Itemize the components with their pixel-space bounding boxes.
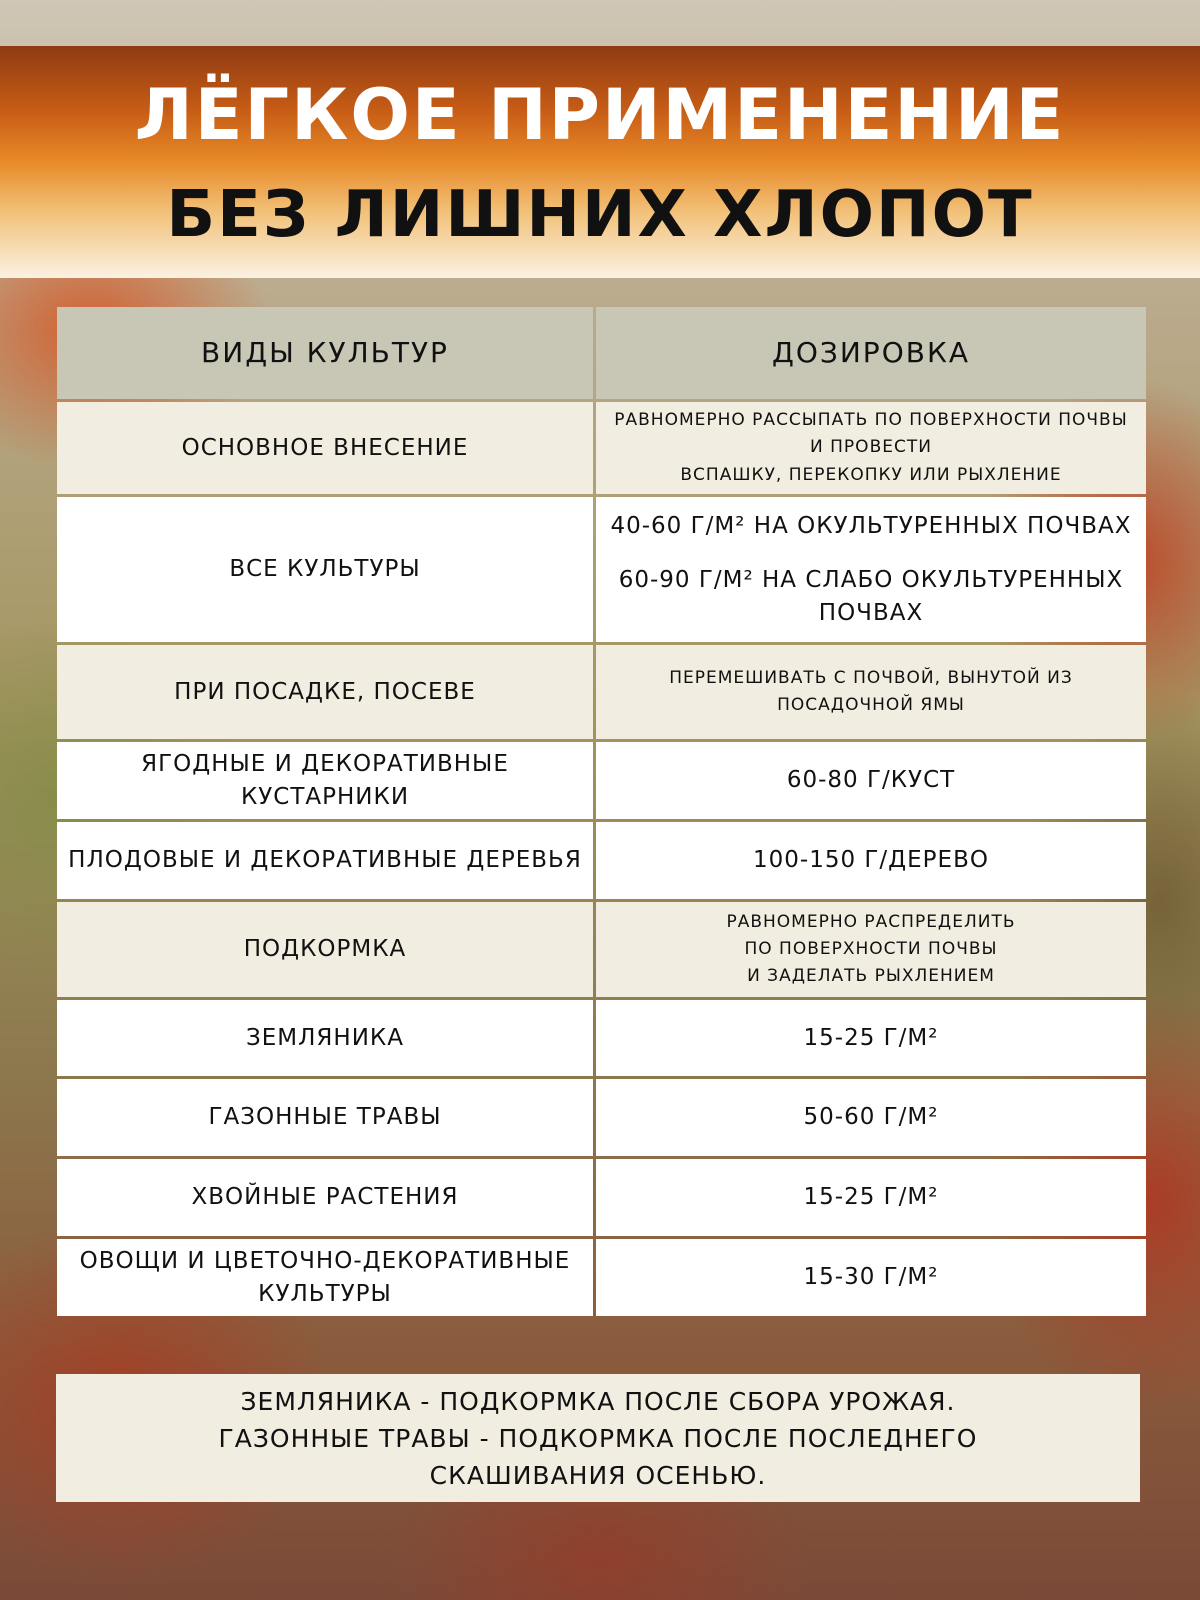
table-row	[57, 742, 1146, 819]
dosage-spacer	[606, 542, 1136, 564]
dosage-line: 15-25 Г/М²	[803, 1184, 939, 1211]
dosage-line: ПОСАДОЧНОЙ ЯМЫ	[777, 695, 965, 715]
dosage-cell	[596, 822, 1146, 899]
table-row	[57, 822, 1146, 899]
dosage-line: 50-60 Г/М²	[803, 1104, 939, 1131]
dosage-cell	[596, 1079, 1146, 1156]
dosage-cell	[596, 742, 1146, 819]
section-row	[57, 645, 1146, 739]
dosage-line: ПО ПОВЕРХНОСТИ ПОЧВЫ	[744, 938, 998, 959]
culture-cell: ОСНОВНОЕ ВНЕСЕНИЕ	[57, 402, 593, 494]
table-row	[57, 1079, 1146, 1156]
dosage-line: РАВНОМЕРНО РАССЫПАТЬ ПО ПОВЕРХНОСТИ ПОЧВЫ	[614, 410, 1128, 431]
note-box	[56, 1374, 1140, 1502]
page-subtitle: БЕЗ ЛИШНИХ ХЛОПОТ	[166, 178, 1034, 252]
header-dosage: ДОЗИРОВКА	[596, 307, 1146, 399]
table-row	[57, 1239, 1146, 1316]
culture-cell: ЯГОДНЫЕ И ДЕКОРАТИВНЫЕ КУСТАРНИКИ	[57, 742, 593, 819]
table-row	[57, 497, 1146, 642]
dosage-line: РАВНОМЕРНО РАСПРЕДЕЛИТЬ	[726, 911, 1016, 932]
culture-cell: ОВОЩИ И ЦВЕТОЧНО-ДЕКОРАТИВНЫЕ КУЛЬТУРЫ	[57, 1239, 593, 1316]
note-line: ГАЗОННЫЕ ТРАВЫ - ПОДКОРМКА ПОСЛЕ ПОСЛЕДНЕГО	[218, 1423, 978, 1453]
header-cultures: ВИДЫ КУЛЬТУР	[57, 307, 593, 399]
table-header-row	[57, 307, 1146, 399]
dosage-line: ВСПАШКУ, ПЕРЕКОПКУ ИЛИ РЫХЛЕНИЕ	[680, 464, 1062, 485]
dosage-line: 60-90 Г/М² НА СЛАБО ОКУЛЬТУРЕННЫХ ПОЧВАХ	[618, 567, 1124, 626]
note-line: СКАШИВАНИЯ ОСЕНЬЮ.	[429, 1460, 767, 1490]
culture-cell: ПЛОДОВЫЕ И ДЕКОРАТИВНЫЕ ДЕРЕВЬЯ	[57, 822, 593, 899]
section-row	[57, 402, 1146, 494]
table-row	[57, 1159, 1146, 1236]
dosage-line: 15-25 Г/М²	[803, 1024, 939, 1051]
dosage-cell	[596, 1239, 1146, 1316]
culture-cell: ХВОЙНЫЕ РАСТЕНИЯ	[57, 1159, 593, 1236]
dosage-cell	[596, 402, 1146, 494]
dosage-table	[54, 304, 1149, 1319]
culture-cell: ЗЕМЛЯНИКА	[57, 1000, 593, 1076]
culture-cell: ВСЕ КУЛЬТУРЫ	[57, 497, 593, 642]
dosage-line: 15-30 Г/М²	[803, 1264, 939, 1291]
culture-cell: ГАЗОННЫЕ ТРАВЫ	[57, 1079, 593, 1156]
dosage-cell	[596, 497, 1146, 642]
dosage-line: ПЕРЕМЕШИВАТЬ С ПОЧВОЙ, ВЫНУТОЙ ИЗ	[669, 667, 1073, 688]
dosage-line: 40-60 Г/М² НА ОКУЛЬТУРЕННЫХ ПОЧВАХ	[610, 513, 1132, 540]
dosage-line: И ЗАДЕЛАТЬ РЫХЛЕНИЕМ	[747, 966, 995, 987]
dosage-cell	[596, 1000, 1146, 1076]
table-row	[57, 1000, 1146, 1076]
dosage-line: И ПРОВЕСТИ	[810, 437, 932, 458]
note-line: ЗЕМЛЯНИКА - ПОДКОРМКА ПОСЛЕ СБОРА УРОЖАЯ.	[240, 1386, 956, 1416]
dosage-cell	[596, 645, 1146, 739]
dosage-cell	[596, 902, 1146, 997]
culture-cell: ПОДКОРМКА	[57, 902, 593, 997]
dosage-cell	[596, 1159, 1146, 1236]
dosage-line: 100-150 Г/ДЕРЕВО	[753, 847, 989, 874]
section-row	[57, 902, 1146, 997]
culture-cell: ПРИ ПОСАДКЕ, ПОСЕВЕ	[57, 645, 593, 739]
page-title: ЛЁГКОЕ ПРИМЕНЕНИЕ	[134, 74, 1066, 156]
dosage-line: 60-80 Г/КУСТ	[786, 767, 956, 794]
